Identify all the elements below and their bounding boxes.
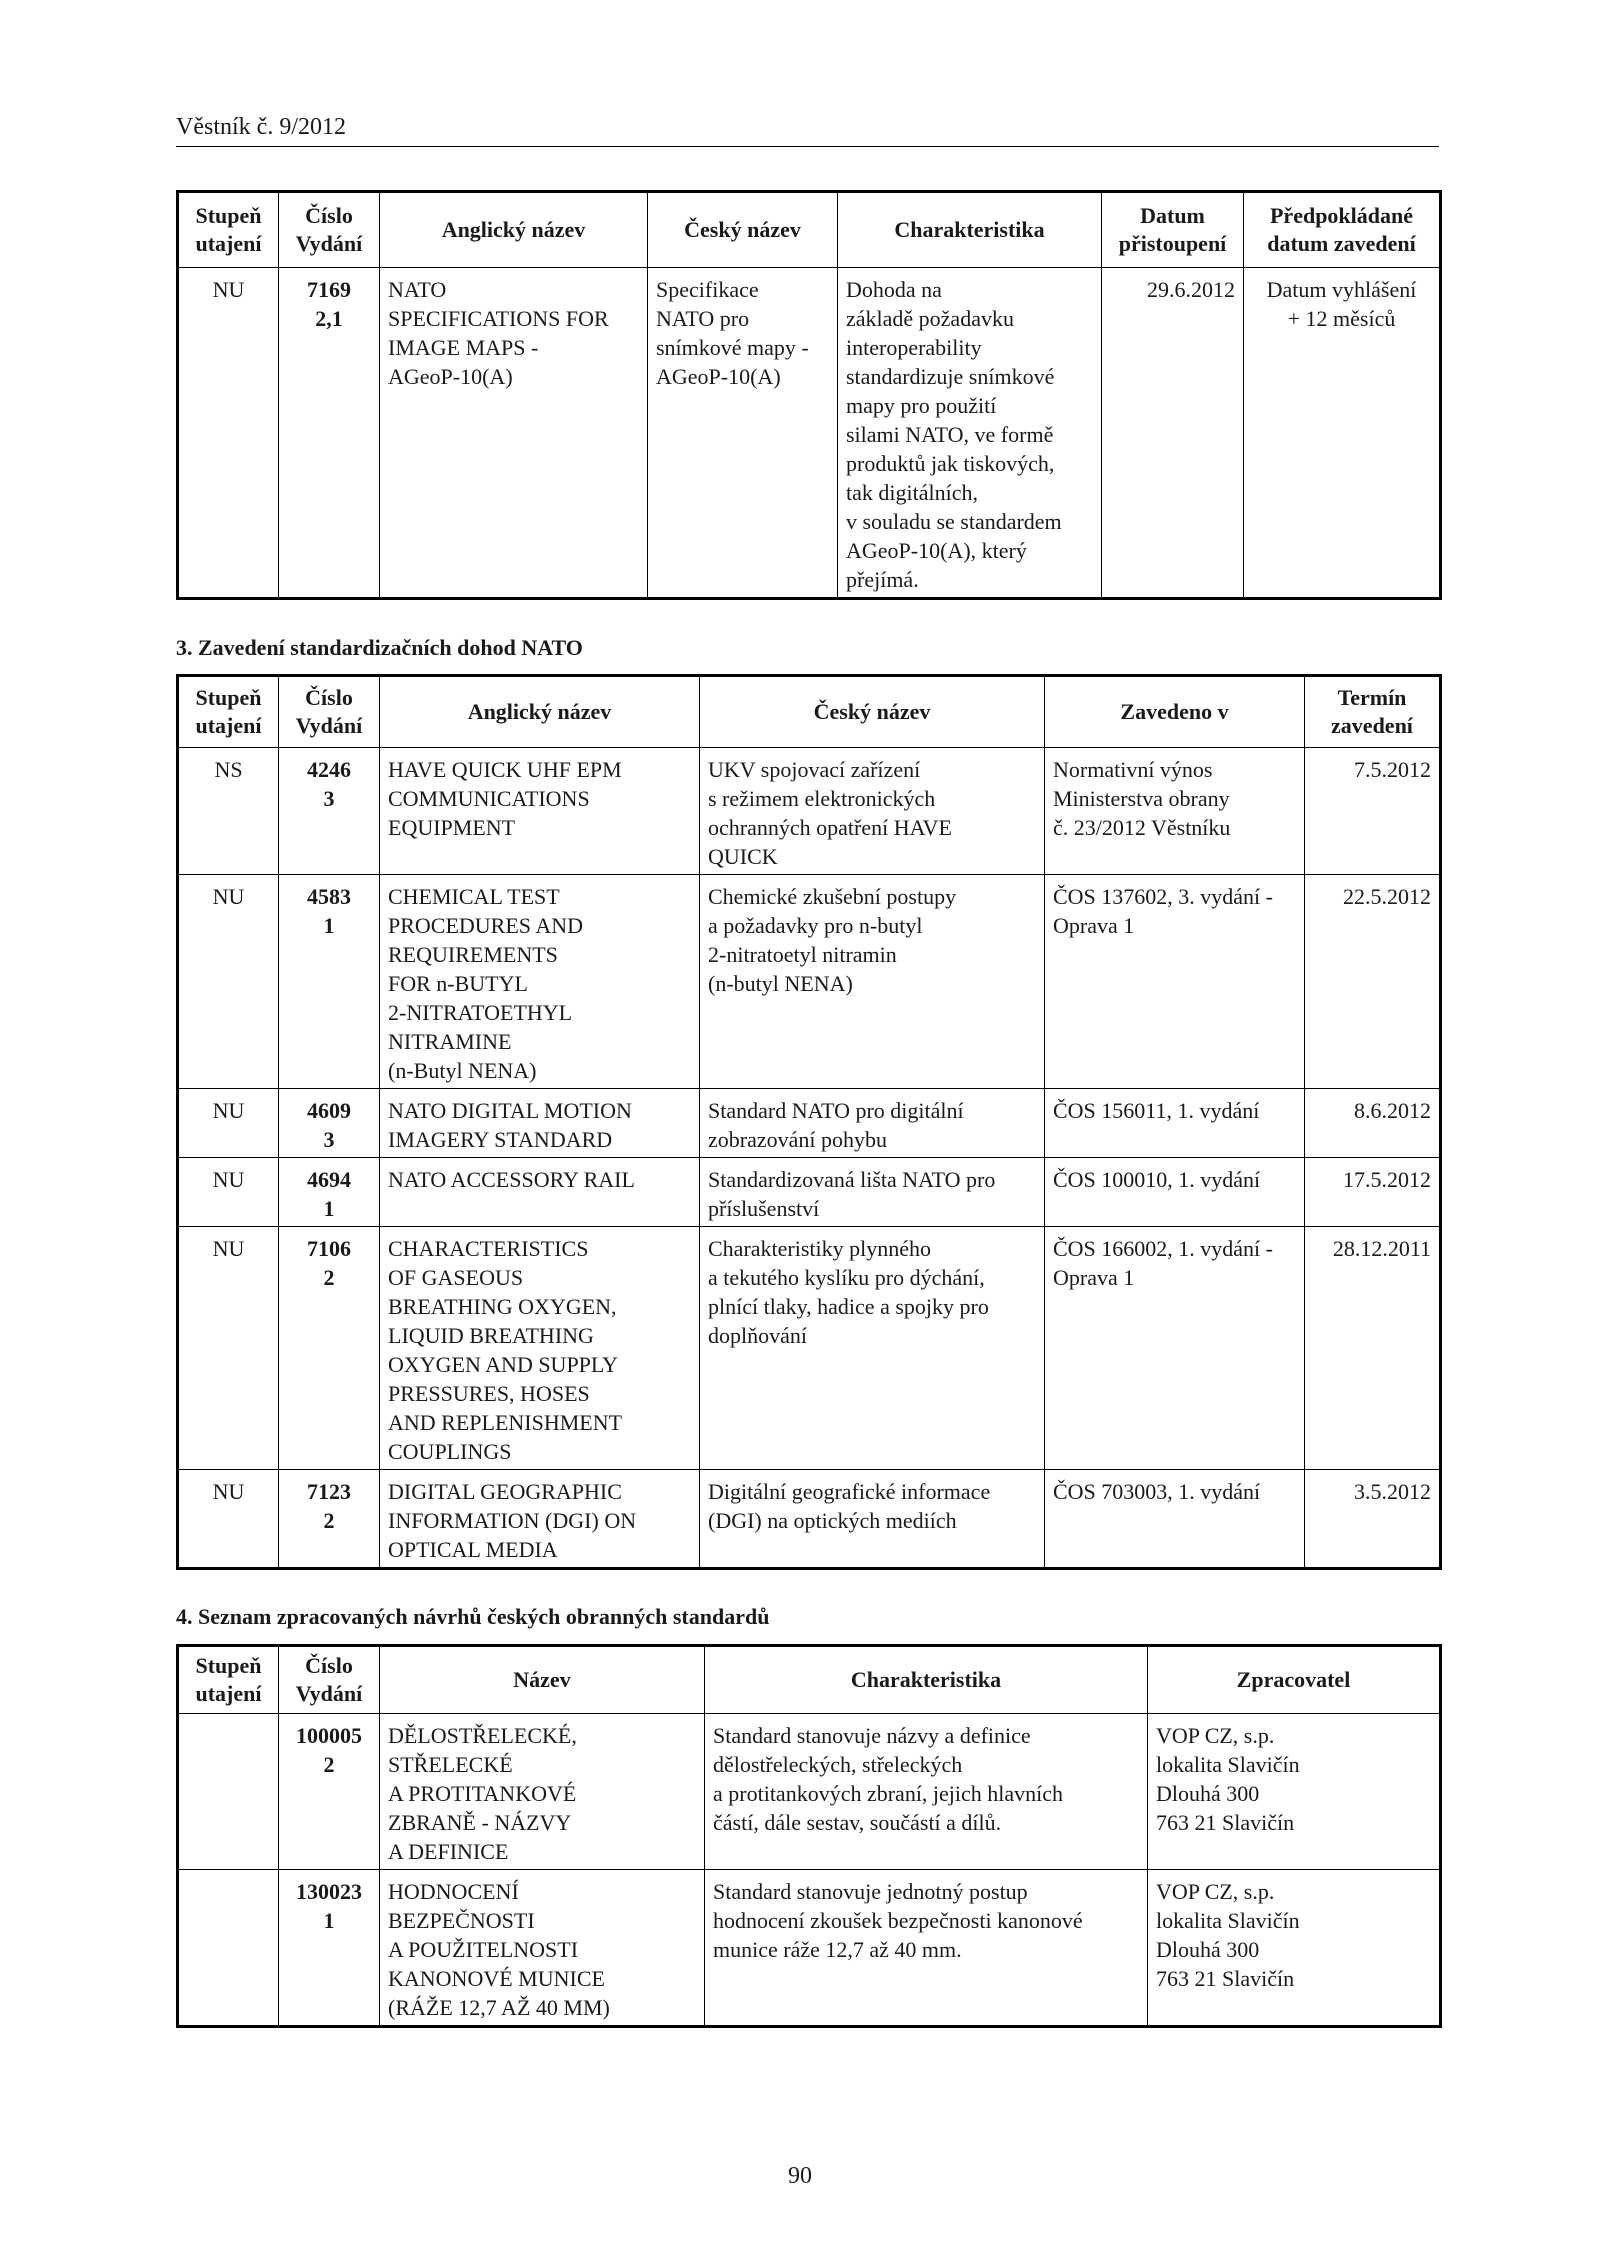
introduced-standards-table [176,674,1442,1570]
number-cell: 7106 2 [279,1227,380,1470]
level-cell [178,1714,279,1870]
header-expected-date: Předpokládané datum zavedení [1244,192,1441,268]
czech-name-cell: Digitální geografické informace (DGI) na optických mediích [700,1470,1045,1569]
date-cell: 22.5.2012 [1305,875,1441,1089]
header-name: Název [380,1646,705,1714]
czech-name-cell: Chemické zkušební postupy a požadavky pro n-butyl 2-nitratoetyl nitramin (n-butyl NENA) [700,875,1045,1089]
number-cell: 100005 2 [279,1714,380,1870]
english-name-cell: HAVE QUICK UHF EPM COMMUNICATIONS EQUIPMENT [380,748,700,875]
level-cell: NU [178,1158,279,1227]
table-row [178,1714,1441,1870]
date-cell: 3.5.2012 [1305,1470,1441,1569]
header-level: Stupeň utajení [178,1646,279,1714]
english-name-cell: NATO ACCESSORY RAIL [380,1158,700,1227]
czech-name-cell: Specifikace NATO pro snímkové mapy - AGeoP-10(A) [648,268,838,599]
header-characteristics: Charakteristika [705,1646,1148,1714]
header-number: Číslo Vydání [279,676,380,748]
header-czech-name: Český název [700,676,1045,748]
running-header: Věstník č. 9/2012 [176,112,1439,147]
header-introduction-date: Termín zavedení [1305,676,1441,748]
header-number: Číslo Vydání [279,1646,380,1714]
header-level: Stupeň utajení [178,192,279,268]
english-name-cell: CHARACTERISTICS OF GASEOUS BREATHING OXYGEN, LIQUID BREATHING OXYGEN AND SUPPLY PRESSURES, HOSES AND REPLENISHMENT COUPLINGS [380,1227,700,1470]
number-cell: 7123 2 [279,1470,380,1569]
number-cell: 4694 1 [279,1158,380,1227]
introduced-in-cell: ČOS 100010, 1. vydání [1045,1158,1305,1227]
date-cell: 28.12.2011 [1305,1227,1441,1470]
number-cell: 130023 1 [279,1870,380,2027]
level-cell: NU [178,875,279,1089]
header-accession-date: Datum přistoupení [1102,192,1244,268]
characteristics-cell: Standard stanovuje názvy a definice dělostřeleckých, střeleckých a protitankových zbraní, jejich hlavních částí, dále sestav, součástí a dílů. [705,1714,1148,1870]
header-characteristics: Charakteristika [838,192,1102,268]
level-cell: NS [178,748,279,875]
date-cell: 17.5.2012 [1305,1158,1441,1227]
draft-standards-table [176,1644,1442,2028]
header-introduced-in: Zavedeno v [1045,676,1305,748]
level-cell: NU [178,1470,279,1569]
introduced-in-cell: ČOS 137602, 3. vydání - Oprava 1 [1045,875,1305,1089]
level-cell: NU [178,1227,279,1470]
level-cell [178,1870,279,2027]
table-row [178,875,1441,1089]
section-4-title: 4. Seznam zpracovaných návrhů českých obranných standardů [176,1604,770,1629]
date-cell: 7.5.2012 [1305,748,1441,875]
expected-date-cell: Datum vyhlášení + 12 měsíců [1244,268,1441,599]
header-processor: Zpracovatel [1148,1646,1441,1714]
number-cell: 4246 3 [279,748,380,875]
characteristics-cell: Dohoda na základě požadavku interoperability standardizuje snímkové mapy pro použití silami NATO, ve formě produktů jak tiskových, tak digitálních, v souladu se standardem AGeoP-10(A), který přejímá. [838,268,1102,599]
number-cell: 7169 2,1 [279,268,380,599]
date-cell: 8.6.2012 [1305,1089,1441,1158]
table-row [178,748,1441,875]
czech-name-cell: Charakteristiky plynného a tekutého kyslíku pro dýchání, plnící tlaky, hadice a spojky pro doplňování [700,1227,1045,1470]
section-3-title: 3. Zavedení standardizačních dohod NATO [176,635,583,660]
characteristics-cell: Standard stanovuje jednotný postup hodnocení zkoušek bezpečnosti kanonové munice ráže 12,7 až 40 mm. [705,1870,1148,2027]
level-cell: NU [178,1089,279,1158]
processor-cell: VOP CZ, s.p. lokalita Slavičín Dlouhá 300 763 21 Slavičín [1148,1870,1441,2027]
number-cell: 4609 3 [279,1089,380,1158]
english-name-cell: DIGITAL GEOGRAPHIC INFORMATION (DGI) ON OPTICAL MEDIA [380,1470,700,1569]
introduced-in-cell: Normativní výnos Ministerstva obrany č. 23/2012 Věstníku [1045,748,1305,875]
table-row [178,1158,1441,1227]
level-cell: NU [178,268,279,599]
header-level: Stupeň utajení [178,676,279,748]
name-cell: HODNOCENÍ BEZPEČNOSTI A POUŽITELNOSTI KANONOVÉ MUNICE (RÁŽE 12,7 AŽ 40 MM) [380,1870,705,2027]
czech-name-cell: UKV spojovací zařízení s režimem elektronických ochranných opatření HAVE QUICK [700,748,1045,875]
number-cell: 4583 1 [279,875,380,1089]
header-czech-name: Český název [648,192,838,268]
accession-date-cell: 29.6.2012 [1102,268,1244,599]
name-cell: DĚLOSTŘELECKÉ, STŘELECKÉ A PROTITANKOVÉ ZBRANĚ - NÁZVY A DEFINICE [380,1714,705,1870]
english-name-cell: NATO SPECIFICATIONS FOR IMAGE MAPS - AGeoP-10(A) [380,268,648,599]
page-number: 90 [788,2163,812,2189]
czech-name-cell: Standard NATO pro digitální zobrazování pohybu [700,1089,1045,1158]
table-row [178,1089,1441,1158]
accession-table [176,190,1442,600]
introduced-in-cell: ČOS 156011, 1. vydání [1045,1089,1305,1158]
processor-cell: VOP CZ, s.p. lokalita Slavičín Dlouhá 300 763 21 Slavičín [1148,1714,1441,1870]
english-name-cell: CHEMICAL TEST PROCEDURES AND REQUIREMENTS FOR n-BUTYL 2-NITRATOETHYL NITRAMINE (n-Butyl NENA) [380,875,700,1089]
introduced-in-cell: ČOS 166002, 1. vydání - Oprava 1 [1045,1227,1305,1470]
header-english-name: Anglický název [380,192,648,268]
table-row [178,1870,1441,2027]
table-row [178,268,1441,599]
czech-name-cell: Standardizovaná lišta NATO pro příslušenství [700,1158,1045,1227]
table-row [178,1470,1441,1569]
header-number: Číslo Vydání [279,192,380,268]
english-name-cell: NATO DIGITAL MOTION IMAGERY STANDARD [380,1089,700,1158]
introduced-in-cell: ČOS 703003, 1. vydání [1045,1470,1305,1569]
table-row [178,1227,1441,1470]
header-english-name: Anglický název [380,676,700,748]
